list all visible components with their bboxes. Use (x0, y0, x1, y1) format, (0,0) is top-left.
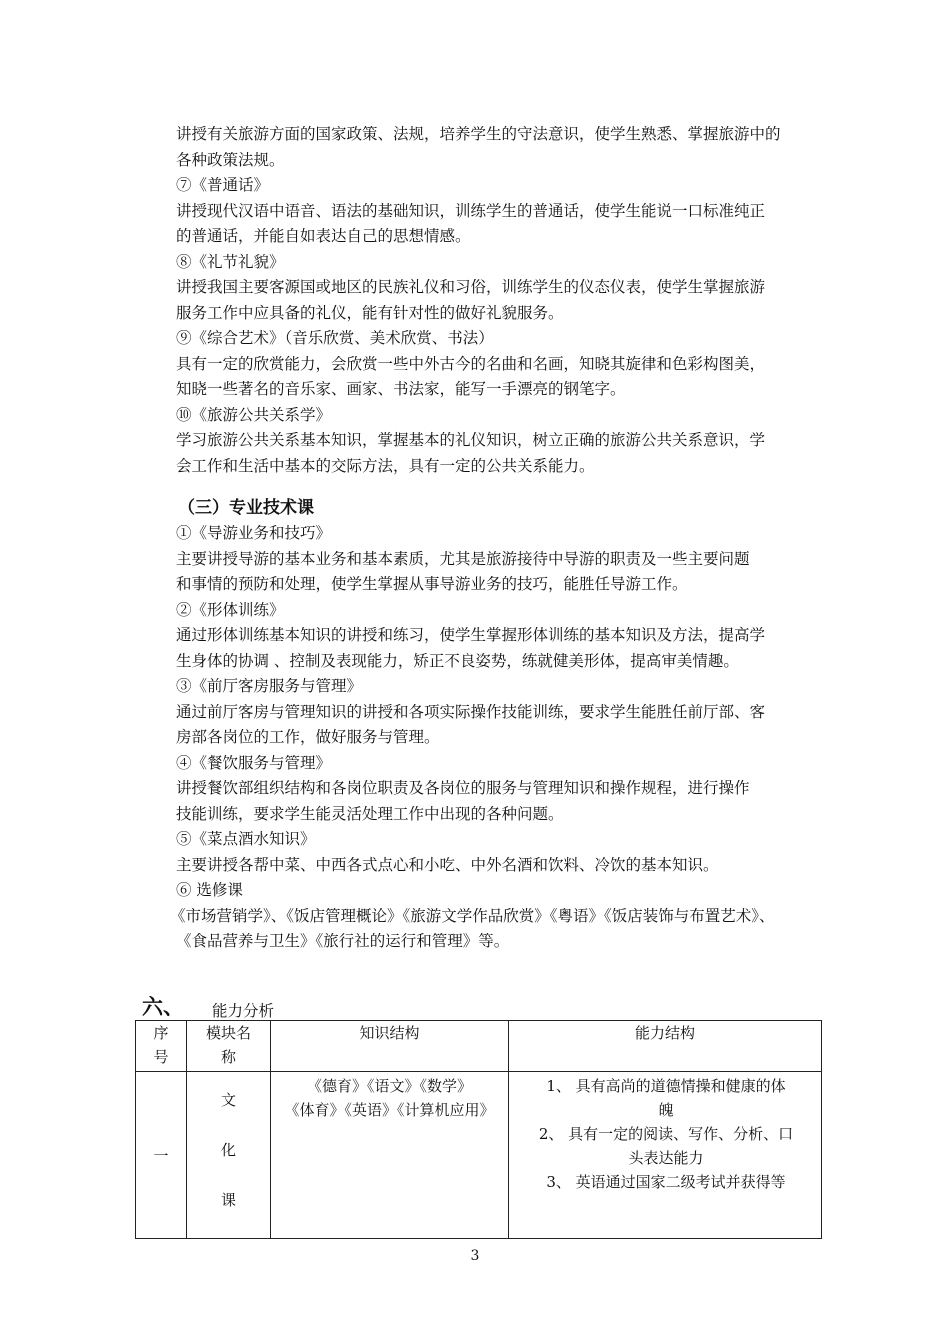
ability-text: 魄 (658, 1101, 674, 1119)
paragraph-line: 讲授现代汉语中语音、语法的基础知识，训练学生的普通话，使学生能说一口标准纯正 (176, 201, 766, 220)
paragraph-line: 服务工作中应具备的礼仪，能有针对性的做好礼貌服务。 (176, 303, 564, 322)
section-number: 六、 (142, 994, 184, 1019)
row-seq: 一 (136, 1072, 187, 1239)
module-char: 文 (220, 1091, 236, 1109)
header-text: 号 (153, 1048, 169, 1066)
header-text: 称 (220, 1048, 236, 1066)
paragraph-line: 学习旅游公共关系基本知识，掌握基本的礼仪知识，树立正确的旅游公共关系意识，学 (176, 431, 766, 449)
paragraph-line: 具有一定的欣赏能力，会欣赏一些中外古今的名曲和名画，知晓其旋律和色彩构图美， (176, 354, 766, 373)
header-seq (136, 1021, 187, 1072)
row-module (187, 1072, 271, 1239)
course-title: ②《形体训练》 (176, 600, 285, 619)
paragraph-line: 主要讲授各帮中菜、中西各式点心和小吃、中外名酒和饮料、冷饮的基本知识。 (176, 855, 719, 874)
table-header-row (136, 1021, 822, 1072)
paragraph-line: 知晓一些著名的音乐家、画家、书法家，能写一手漂亮的钢笔字。 (176, 380, 626, 398)
course-title: ①《导游业务和技巧》 (176, 524, 332, 542)
ability-text: 3、 英语通过国家二级考试并获得等 (546, 1173, 786, 1191)
header-text: 知识结构 (359, 1024, 420, 1042)
header-knowledge (271, 1021, 509, 1072)
knowledge-text: 《德育》《语文》《数学》 (306, 1077, 472, 1095)
course-title: ⑩《旅游公共关系学》 (176, 405, 332, 424)
course-title: ⑨《综合艺术》（音乐欣赏、美术欣赏、书法） (176, 329, 494, 347)
page-number: 3 (470, 1248, 480, 1264)
paragraph-line: 通过形体训练基本知识的讲授和练习，使学生掌握形体训练的基本知识及方法，提高学 (176, 626, 766, 644)
body-text (170, 122, 806, 955)
paragraph-line: 主要讲授导游的基本业务和基本素质，尤其是旅游接待中导游的职责及一些主要问题 (176, 549, 750, 568)
header-text: 模块名 (205, 1024, 251, 1042)
course-title: ③《前厅客房服务与管理》 (176, 677, 363, 695)
ability-table (135, 1020, 822, 1239)
paragraph-line: 《食品营养与卫生》《旅行社的运行和管理》等。 (176, 932, 510, 950)
course-title: ⑧《礼节礼貌》 (176, 252, 285, 271)
paragraph-line: 的普通话，并能自如表达自己的思想情感。 (176, 227, 471, 245)
paragraph-line: 技能训练，要求学生能灵活处理工作中出现的各种问题。 (176, 804, 564, 823)
paragraph-line: 讲授有关旅游方面的国家政策、法规，培养学生的守法意识，使学生熟悉、掌握旅游中的 (176, 125, 781, 143)
paragraph-line: 讲授餐饮部组织结构和各岗位职责及各岗位的服务与管理知识和操作规程，进行操作 (176, 779, 750, 797)
section-heading: （三）专业技术课 (178, 498, 314, 518)
module-char: 课 (220, 1191, 236, 1209)
module-char: 化 (220, 1141, 236, 1159)
paragraph-line: 生身体的协调 、控制及表现能力，矫正不良姿势，练就健美形体，提高审美情趣。 (176, 651, 739, 670)
row-knowledge (271, 1072, 509, 1239)
paragraph-line: 房部各岗位的工作，做好服务与管理。 (176, 728, 440, 746)
course-title: ⑤《菜点酒水知识》 (176, 830, 316, 848)
course-title: ⑥ 选修课 (176, 881, 243, 899)
paragraph-line: 会工作和生活中基本的交际方法，具有一定的公共关系能力。 (176, 456, 595, 475)
paragraph-line: 讲授我国主要客源国或地区的民族礼仪和习俗，训练学生的仪态仪表，使学生掌握旅游 (176, 278, 766, 296)
header-ability (509, 1021, 822, 1072)
header-text: 能力结构 (634, 1024, 695, 1042)
course-title: ⑦《普通话》 (176, 176, 270, 194)
course-title: ④《餐饮服务与管理》 (176, 753, 332, 772)
table-row (136, 1072, 822, 1239)
ability-text: 1、 具有高尚的道德情操和健康的体 (546, 1077, 786, 1095)
paragraph-line: 各种政策法规。 (176, 150, 285, 169)
ability-text: 2、 具有一定的阅读、写作、分析、口 (538, 1125, 794, 1143)
paragraph-line: 通过前厅客房与管理知识的讲授和各项实际操作技能训练，要求学生能胜任前厅部、客 (176, 702, 766, 721)
paragraph-line: 《市场营销学》、《饭店管理概论》《旅游文学作品欣赏》《粤语》《饭店装饰与布置艺术》、 (170, 906, 775, 925)
section-title: 能力分析 (212, 1002, 275, 1020)
row-ability (509, 1072, 822, 1239)
ability-text: 头表达能力 (628, 1149, 704, 1167)
paragraph-line: 和事情的预防和处理，使学生掌握从事导游业务的技巧，能胜任导游工作。 (176, 575, 688, 593)
knowledge-text: 《体育》《英语》《计算机应用》 (284, 1101, 495, 1119)
header-module (187, 1021, 271, 1072)
header-text: 序 (153, 1024, 169, 1042)
